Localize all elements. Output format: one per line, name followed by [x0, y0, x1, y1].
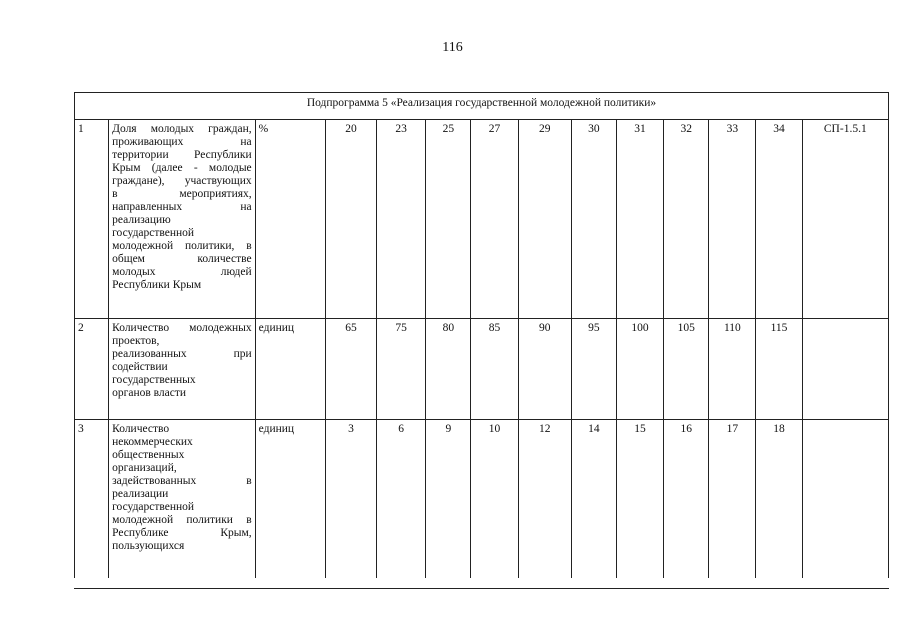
name-line: Доля молодых граждан, [112, 123, 252, 135]
value-cell: 23 [377, 120, 426, 319]
value-cell: 80 [426, 319, 471, 420]
value-cell: 30 [571, 120, 616, 319]
name-line: государственной [112, 501, 195, 513]
name-line: государственных [112, 374, 196, 386]
name-line: в мероприятиях, [112, 188, 252, 200]
name-line: молодежной политики в [112, 514, 252, 526]
name-line: содействии [112, 361, 168, 373]
value-cell: 14 [571, 420, 616, 579]
value-cell: 6 [377, 420, 426, 579]
name-line: пользующихся [112, 540, 185, 552]
value-cell: 3 [325, 420, 376, 579]
name-line: молодых людей [112, 266, 252, 278]
value-cell: 110 [709, 319, 756, 420]
indicator-name [109, 120, 256, 319]
name-line: Республике Крым, [112, 527, 252, 539]
value-cell: 75 [377, 319, 426, 420]
table-row [75, 120, 889, 319]
value-cell: 25 [426, 120, 471, 319]
value-cell: 16 [664, 420, 709, 579]
value-cell: 65 [325, 319, 376, 420]
indicators-table [74, 92, 889, 578]
page-number: 116 [442, 40, 463, 55]
name-line: общем количестве [112, 253, 252, 265]
name-line: проживающих на [112, 136, 252, 148]
unit-cell: % [255, 120, 325, 319]
name-line: граждане), участвующих [112, 175, 252, 187]
value-cell: 18 [756, 420, 802, 579]
value-cell: 34 [756, 120, 802, 319]
table-row [75, 420, 889, 579]
name-line: Количество молодежных [112, 322, 252, 334]
indicator-name [109, 420, 256, 579]
name-line: государственной [112, 227, 195, 239]
value-cell: 100 [616, 319, 663, 420]
name-line: территории Республики [112, 149, 252, 161]
row-number: 2 [75, 319, 109, 420]
code-cell: СП-1.5.1 [802, 120, 888, 319]
name-line: Количество [112, 423, 170, 435]
table-row [75, 319, 889, 420]
subprogram-header-row [75, 93, 889, 120]
value-cell: 27 [471, 120, 518, 319]
value-cell: 90 [518, 319, 571, 420]
name-line: реализацию [112, 214, 171, 226]
name-line: Крым (далее - молодые [112, 162, 252, 174]
value-cell: 105 [664, 319, 709, 420]
code-cell [802, 420, 888, 579]
value-cell: 10 [471, 420, 518, 579]
value-cell: 95 [571, 319, 616, 420]
row-number: 1 [75, 120, 109, 319]
name-line: организаций, [112, 462, 177, 474]
value-cell: 17 [709, 420, 756, 579]
name-line: реализации [112, 488, 169, 500]
value-cell: 85 [471, 319, 518, 420]
name-line: проектов, [112, 335, 160, 347]
name-line: некоммерческих [112, 436, 193, 448]
subprogram-title: Подпрограмма 5 «Реализация государственной молодежной политики» [75, 93, 889, 120]
row-number: 3 [75, 420, 109, 579]
value-cell: 9 [426, 420, 471, 579]
value-cell: 32 [664, 120, 709, 319]
name-line: молодежной политики, в [112, 240, 252, 252]
name-line: Республики Крым [112, 279, 202, 291]
code-cell [802, 319, 888, 420]
value-cell: 12 [518, 420, 571, 579]
name-line: общественных [112, 449, 185, 461]
indicator-name [109, 319, 256, 420]
value-cell: 31 [616, 120, 663, 319]
value-cell: 15 [616, 420, 663, 579]
unit-cell: единиц [255, 319, 325, 420]
name-line: реализованных при [112, 348, 252, 360]
value-cell: 33 [709, 120, 756, 319]
table-bottom-border [74, 588, 889, 589]
name-line: задействованных в [112, 475, 252, 487]
value-cell: 20 [325, 120, 376, 319]
value-cell: 115 [756, 319, 802, 420]
value-cell: 29 [518, 120, 571, 319]
name-line: органов власти [112, 387, 187, 399]
unit-cell: единиц [255, 420, 325, 579]
name-line: направленных на [112, 201, 252, 213]
